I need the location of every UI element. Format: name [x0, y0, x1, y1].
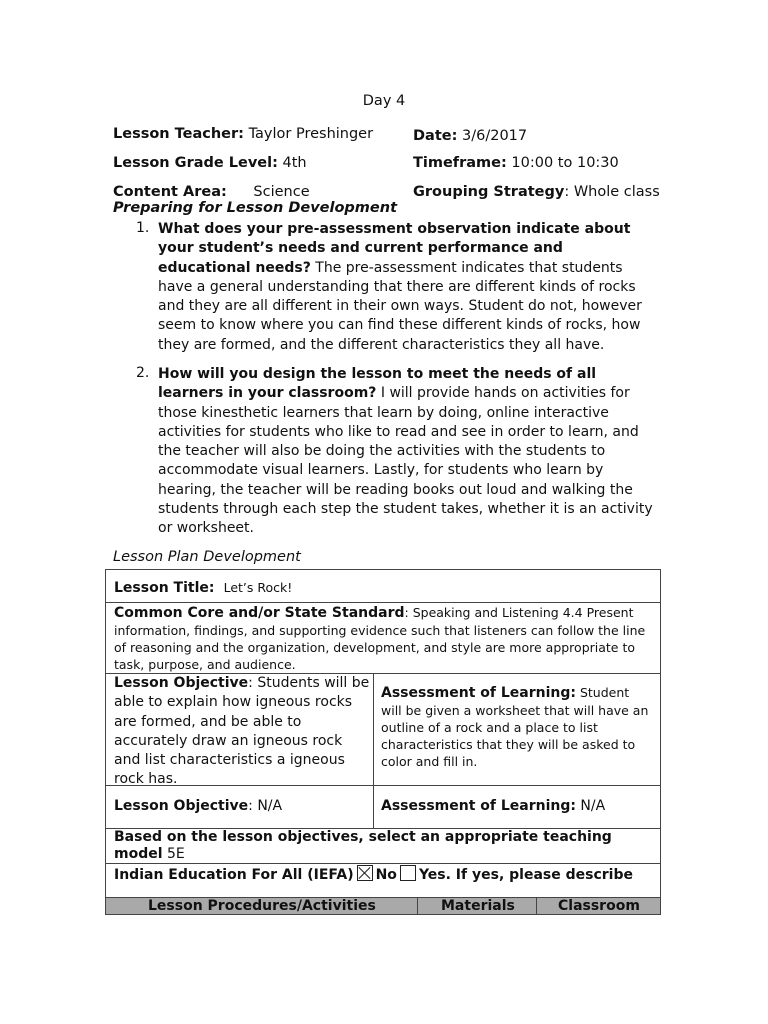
grade-label: Lesson Grade Level:	[113, 155, 278, 171]
question-1-answer: The pre-assessment indicates that students have a general understanding that there are different kinds of rocks and they are all different in their own ways. Student do not, however seem to know where you can find these different kinds of rocks, how they are formed, and the different characteristics they all have.	[158, 259, 642, 353]
objective-2-label: Lesson Objective	[114, 798, 249, 814]
question-2	[158, 365, 658, 539]
grouping-row	[413, 184, 660, 200]
content-value: Science	[253, 184, 310, 200]
question-2-answer: I will provide hands on activities for those kinesthetic learners that learn by doing, online interactive activities for students who like to read and see in order to learn, and the teacher will also be doing the activities with the students to accommodate visual learners. Lastly, for students who learn by hearing, the teacher will be reading books out loud and walking the students through each step the student takes, whether it is an activity or worksheet.	[158, 385, 653, 537]
column-divider	[373, 674, 374, 785]
teaching-model-row	[105, 828, 661, 864]
date-row	[413, 128, 527, 144]
question-1-text: What does your pre-assessment observation indicate about your student’s needs and current performance and educational needs?	[158, 221, 631, 276]
teacher-value: Taylor Preshinger	[248, 126, 374, 142]
objective-1-cell	[114, 674, 370, 790]
objective-1-label: Lesson Objective	[114, 675, 249, 691]
question-1-number: 1.	[136, 220, 150, 236]
teacher-label: Lesson Teacher:	[113, 126, 244, 142]
iefa-no-checkbox[interactable]	[357, 865, 373, 881]
objective-1-row	[105, 673, 661, 786]
standard-cell	[114, 604, 650, 673]
materials-header: Materials	[441, 898, 515, 914]
question-2-number: 2.	[136, 365, 150, 381]
date-value: 3/6/2017	[462, 128, 528, 144]
iefa-no-label: No	[375, 867, 397, 883]
iefa-yes-label: Yes. If yes, please describe	[418, 867, 633, 883]
objective-1-value: : Students will be able to explain how igneous rocks are formed, and be able to accurately draw an igneous rock and list characteristics a igneous rock has.	[114, 675, 370, 788]
preparing-title: Preparing for Lesson Development	[113, 200, 398, 216]
timeframe-value: 10:00 to 10:30	[511, 155, 619, 171]
classroom-header: Classroom	[558, 898, 640, 914]
teaching-model-value: 5E	[162, 846, 185, 862]
objective-2-value: : N/A	[248, 798, 283, 814]
day-heading: Day 4	[362, 93, 406, 109]
lesson-teacher-row	[113, 126, 373, 142]
iefa-cell	[114, 865, 633, 883]
standard-value: : Speaking and Listening 4.4 Present information, findings, and supporting evidence such that listeners can follow the line of reasoning and the organization, development, and style are more appropriate to task, purpose, and audience.	[114, 605, 646, 672]
teaching-model-label: Based on the lesson objectives, select an appropriate teaching model	[114, 829, 612, 862]
grade-value: 4th	[282, 155, 307, 171]
date-label: Date:	[413, 128, 458, 144]
lesson-title-row	[105, 569, 661, 603]
content-area-row	[113, 184, 310, 200]
standard-row	[105, 602, 661, 674]
question-1	[158, 220, 658, 355]
assessment-2-label: Assessment of Learning:	[381, 798, 576, 814]
content-label: Content Area:	[113, 184, 227, 200]
column-divider	[536, 898, 537, 914]
iefa-yes-checkbox[interactable]	[400, 865, 416, 881]
grouping-label: Grouping Strategy	[413, 184, 565, 200]
lesson-title-cell	[114, 577, 292, 596]
grade-row	[113, 155, 307, 171]
column-divider	[373, 786, 374, 828]
lesson-plan-development-title: Lesson Plan Development	[113, 549, 301, 565]
iefa-label: Indian Education For All (IEFA)	[114, 867, 354, 883]
grouping-value: : Whole class	[564, 184, 660, 200]
teaching-model-cell	[114, 829, 650, 863]
assessment-1-cell	[381, 684, 653, 770]
assessment-1-value: Student will be given a worksheet that will have an outline of a rock and a place to list characteristics that they will be asked to color and fill in.	[381, 685, 649, 769]
objective-2-row	[105, 785, 661, 829]
assessment-1-label: Assessment of Learning:	[381, 685, 576, 701]
procedures-header: Lesson Procedures/Activities	[148, 898, 376, 914]
timeframe-row	[413, 155, 619, 171]
column-divider	[417, 898, 418, 914]
assessment-2-cell	[381, 798, 605, 814]
lesson-title-label: Lesson Title:	[114, 580, 215, 596]
procedures-header-row	[105, 897, 661, 915]
question-2-text: How will you design the lesson to meet the needs of all learners in your classroom?	[158, 366, 597, 402]
lesson-title-value: Let’s Rock!	[223, 580, 293, 595]
timeframe-label: Timeframe:	[413, 155, 507, 171]
iefa-row	[105, 863, 661, 898]
assessment-2-value: N/A	[575, 798, 606, 814]
standard-label: Common Core and/or State Standard	[114, 605, 405, 621]
objective-2-cell	[114, 798, 282, 814]
